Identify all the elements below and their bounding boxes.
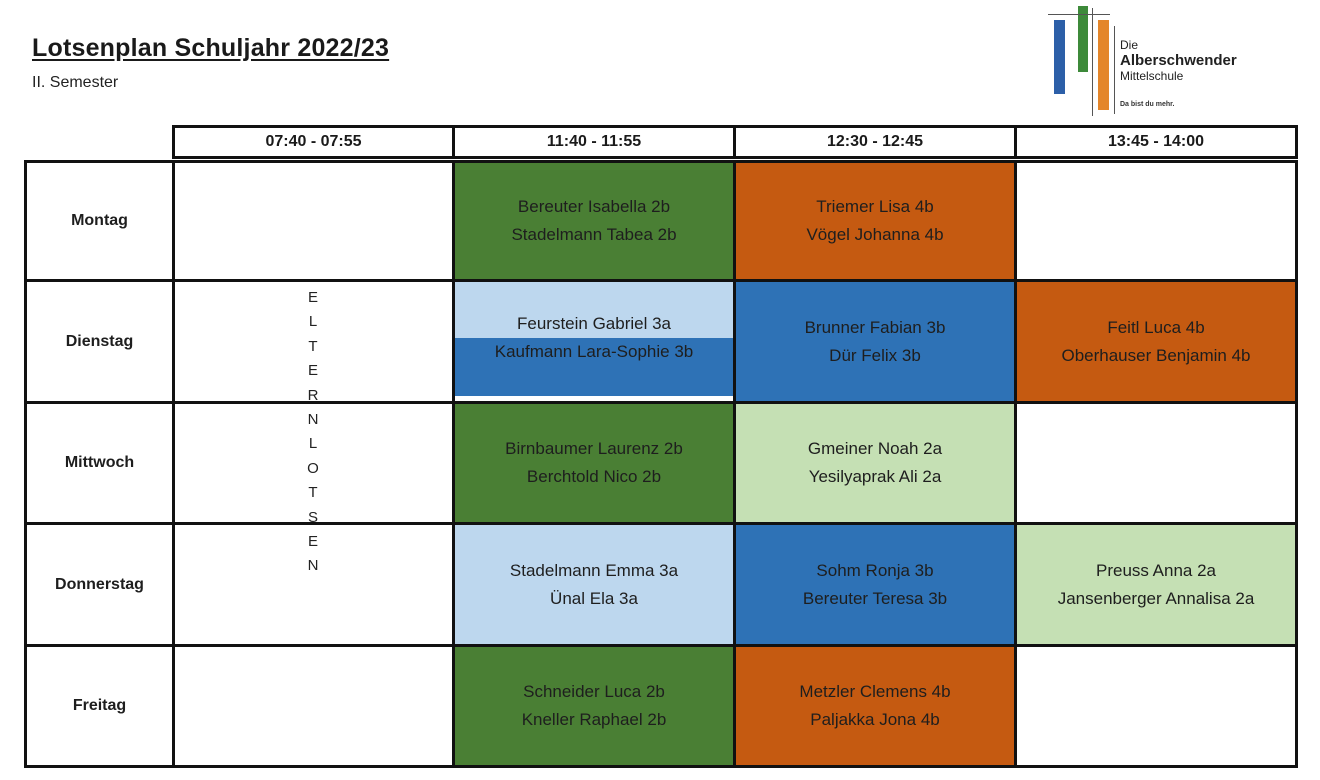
student-name: Feurstein Gabriel 3a <box>455 282 733 338</box>
vertical-label-eltern-lotsen: E L T E R N L O T S E N <box>307 289 319 575</box>
day-label: Mittwoch <box>24 401 175 525</box>
student-name: Preuss Anna 2a <box>1095 560 1217 580</box>
schedule-cell <box>733 401 1017 525</box>
logo-orange-bar <box>1098 20 1109 110</box>
schedule-cell <box>452 522 736 647</box>
schedule-cell <box>452 644 736 768</box>
student-name: Stadelmann Emma 3a <box>509 560 679 580</box>
student-name: Berchtold Nico 2b <box>526 467 662 486</box>
student-name: Bereuter Teresa 3b <box>802 588 948 608</box>
schedule-cell-empty <box>1014 644 1298 768</box>
student-name: Dür Felix 3b <box>829 345 921 365</box>
student-name: Paljakka Jona 4b <box>810 710 940 729</box>
time-header: 11:40 - 11:55 <box>452 125 736 159</box>
student-name: Yesilyaprak Ali 2a <box>808 467 942 486</box>
schedule-cell <box>1014 522 1298 647</box>
schedule-cell-empty <box>1014 160 1298 282</box>
schedule-cell <box>452 279 736 404</box>
logo-green-bar <box>1078 6 1088 72</box>
schedule-cell <box>1014 279 1298 404</box>
schedule-cell <box>733 644 1017 768</box>
day-label: Freitag <box>24 644 175 768</box>
time-header: 12:30 - 12:45 <box>733 125 1017 159</box>
page-title: Lotsenplan Schuljahr 2022/23 <box>32 34 390 62</box>
day-label: Montag <box>24 160 175 282</box>
school-logo <box>1048 6 1268 116</box>
student-name: Vögel Johanna 4b <box>806 225 944 244</box>
schedule-cell <box>452 160 736 282</box>
logo-tagline: Da bist du mehr. <box>1120 101 1175 108</box>
schedule-cell <box>733 160 1017 282</box>
student-name: Feitl Luca 4b <box>1107 317 1205 337</box>
student-name: Birnbaumer Laurenz 2b <box>505 439 683 458</box>
page-subtitle: II. Semester <box>32 74 119 91</box>
schedule-cell <box>733 279 1017 404</box>
time-header: 07:40 - 07:55 <box>172 125 455 159</box>
student-name: Sohm Ronja 3b <box>816 560 934 580</box>
student-name: Schneider Luca 2b <box>523 682 665 701</box>
student-name: Triemer Lisa 4b <box>816 197 934 216</box>
schedule-cell-empty <box>1014 401 1298 525</box>
logo-text: Die Alberschwender Mittelschule <box>1120 38 1237 83</box>
time-header: 13:45 - 14:00 <box>1014 125 1298 159</box>
student-name: Brunner Fabian 3b <box>804 317 946 337</box>
student-name: Bereuter Isabella 2b <box>517 197 671 216</box>
student-name: Jansenberger Annalisa 2a <box>1057 588 1255 608</box>
day-label: Dienstag <box>24 279 175 404</box>
day-label: Donnerstag <box>24 522 175 647</box>
student-name: Ünal Ela 3a <box>550 588 638 608</box>
student-name: Stadelmann Tabea 2b <box>511 225 677 244</box>
student-name: Kaufmann Lara-Sophie 3b <box>455 338 733 396</box>
student-name: Kneller Raphael 2b <box>521 710 667 729</box>
student-name: Metzler Clemens 4b <box>799 682 951 701</box>
logo-blue-bar <box>1054 20 1065 94</box>
schedule-cell <box>733 522 1017 647</box>
schedule-cell <box>452 401 736 525</box>
schedule-cell-empty <box>172 644 455 768</box>
schedule-cell-empty <box>172 160 455 282</box>
student-name: Oberhauser Benjamin 4b <box>1061 345 1251 365</box>
student-name: Gmeiner Noah 2a <box>807 439 943 458</box>
